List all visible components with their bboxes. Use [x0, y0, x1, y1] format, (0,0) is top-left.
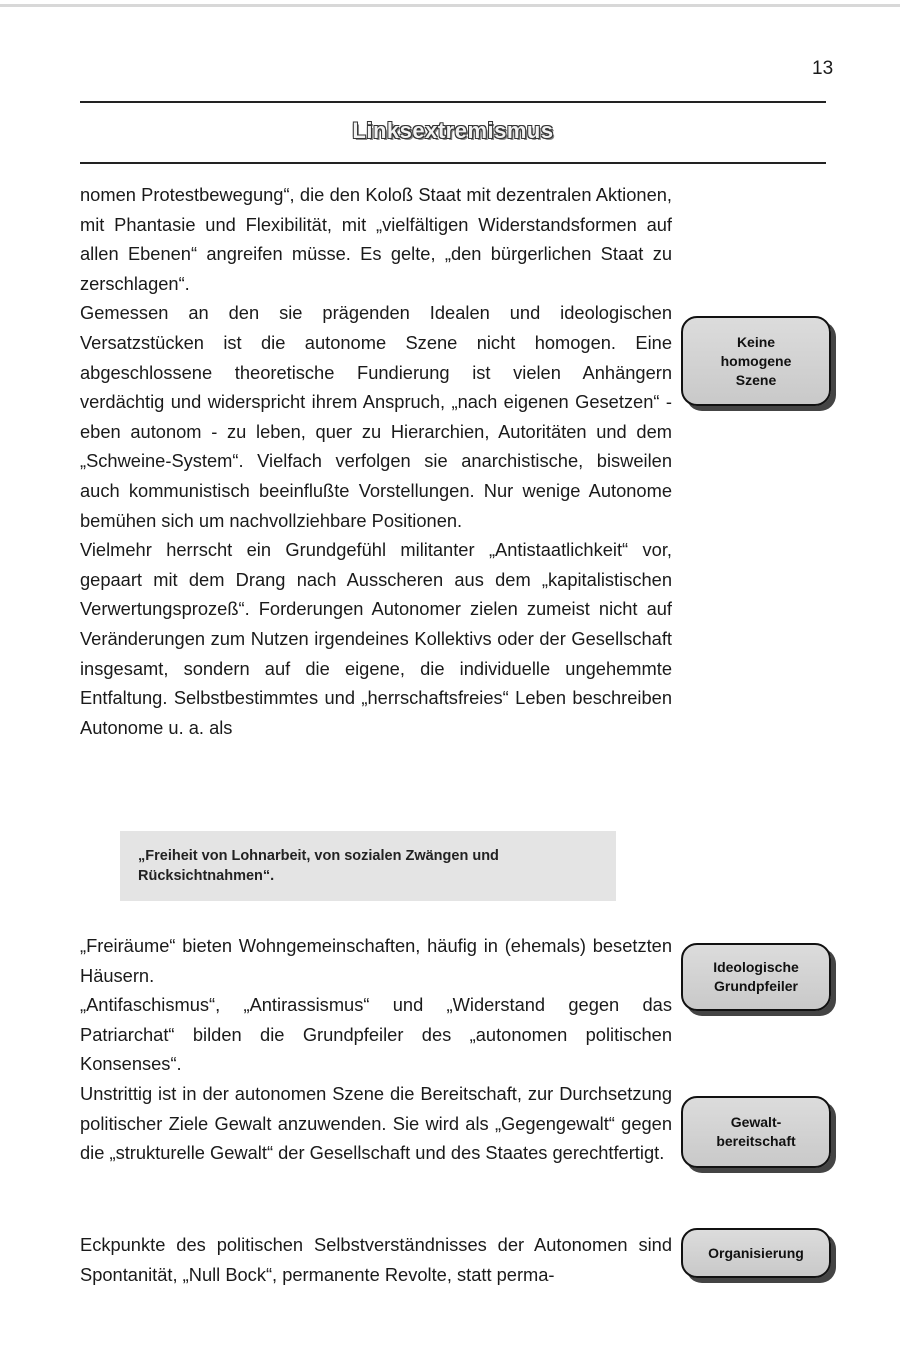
paragraph: „Freiräume“ bieten Wohngemeinschaften, häufig in (ehemals) besetzten Häusern.: [80, 935, 672, 986]
margin-note-line: Grundpfeiler: [713, 978, 798, 994]
margin-note-line: Organisierung: [708, 1244, 804, 1261]
text-block-top: [80, 180, 672, 742]
paragraph: Vielmehr herrscht ein Grundgefühl militanter „Antistaatlichkeit“ vor, gepaart mit dem Drang nach Ausscheren aus dem „kapitalistischen Verwertungsprozeß“. Forderungen Autonomer zielen zumeist nicht auf Veränderungen zum Nutzen irgendeines Kollektivs oder der Gesellschaft insgesamt, sondern auf die eigene, die individuelle ungehemmte Entfaltung. Selbstbestimmtes und „herrschaftsfreies“ Leben beschreiben Autonome u. a. als: [80, 539, 672, 738]
paragraph: „Antifaschismus“, „Antirassismus“ und „Widerstand gegen das Patriarchat“ bilden die Grundpfeiler des „autonomen politischen Konsenses“.: [80, 994, 672, 1075]
scan-edge-line: [0, 4, 900, 7]
paragraph: nomen Protestbewegung“, die den Koloß Staat mit dezentralen Aktionen, mit Phantasie und Flexibilität, mit „vielfältigen Widerstandsformen auf allen Ebenen“ angreifen müsse. Es gelte, „den bürgerlichen Staat zu zerschlagen“.: [80, 184, 672, 294]
text-block-middle: [80, 931, 672, 1168]
margin-note-line: Gewalt-: [730, 1114, 782, 1130]
margin-note-line: bereitschaft: [716, 1133, 796, 1149]
margin-note-line: Keine: [736, 333, 776, 350]
margin-note-line: Ideologische: [713, 959, 799, 975]
paragraph: Gemessen an den sie prägenden Idealen und ideologischen Versatzstücken ist die autonome Szene nicht homogen. Eine abgeschlossene theoretische Fundierung ist vielen Anhängern verdächtig und widerspricht ihrem Anspruch, „nach eigenen Gesetzen“ - eben autonom - zu leben, quer zu Hierarchien, Autoritäten und dem „Schweine-System“. Vielfach verfolgen sie anarchistische, bisweilen auch kommunistisch beeinflußte Vorstellungen. Nur wenige Autonome bemühen sich um nachvollziehbare Positionen.: [80, 302, 672, 531]
paragraph: Eckpunkte des politischen Selbstverständnisses der Autonomen sind Spontanität, „Null Bock“, permanente Revolte, statt perma-: [80, 1234, 672, 1285]
quote-box: „Freiheit von Lohnarbeit, von sozialen Zwängen und Rücksichtnahmen“.: [120, 831, 616, 901]
page-header-title: Linksextremismus: [352, 118, 554, 143]
margin-note-keine-homogene-szene: [681, 316, 831, 406]
margin-note-organisierung: [681, 1228, 831, 1278]
paragraph: Unstrittig ist in der autonomen Szene die Bereitschaft, zur Durchsetzung politischer Ziele Gewalt anzuwenden. Sie wird als „Gegengewalt“ gegen die „strukturelle Gewalt“ der Gesellschaft und des Staates gerechtfertigt.: [80, 1082, 672, 1164]
margin-note-gewaltbereitschaft: [681, 1096, 831, 1168]
header-rule-bottom: [80, 162, 826, 164]
margin-note-ideologische-grundpfeiler: [681, 943, 831, 1011]
text-block-bottom: [80, 1230, 672, 1289]
margin-note-line: homogene: [720, 352, 792, 369]
margin-note-line: Szene: [735, 371, 777, 388]
page-number: 13: [812, 58, 834, 79]
header-rule-top: [80, 101, 826, 103]
